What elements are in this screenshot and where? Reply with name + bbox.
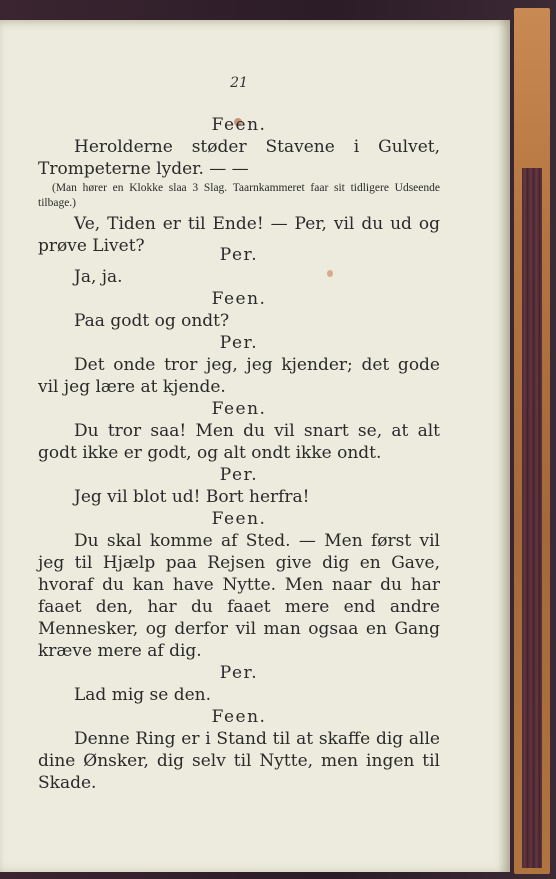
page-number: 21 bbox=[230, 75, 248, 91]
dialogue-paragraph: Denne Ring er i Stand til at skaffe dig alle dine Ønsker, dig selv til Nytte, men ingen til Skade. bbox=[38, 729, 440, 793]
book-cover-edge bbox=[514, 8, 550, 874]
dialogue-paragraph: Det onde tror jeg, jeg kjender; det gode vil jeg lære at kjende. bbox=[38, 355, 440, 397]
speaker-name: Per. bbox=[219, 333, 259, 353]
speaker-name: Feen. bbox=[211, 115, 267, 135]
speaker-name: Per. bbox=[219, 245, 259, 265]
dialogue-paragraph: Ve, Tiden er til Ende! — Per, vil du ud og prøve Livet? bbox=[38, 214, 440, 256]
speaker-name: Feen. bbox=[211, 289, 267, 309]
speaker-name: Per. bbox=[219, 465, 259, 485]
dialogue-paragraph: Du skal komme af Sted. — Men først vil jeg til Hjælp paa Rejsen give dig en Gave, hvoraf du kan have Nytte. Men naar du har faaet den, har du faaet mere end andre Mennesker, og derfor vil man ogsaa en Gang kræve mere af dig. bbox=[38, 531, 440, 661]
dialogue-paragraph: Herolderne støder Stavene i Gulvet, Trompeterne lyder. — — bbox=[38, 137, 440, 179]
speaker-name: Feen. bbox=[211, 399, 267, 419]
dialogue-paragraph: Ja, ja. bbox=[74, 267, 123, 287]
speaker-name: Feen. bbox=[211, 707, 267, 727]
page-gutter-shadow bbox=[498, 20, 510, 872]
dialogue-paragraph: Du tror saa! Men du vil snart se, at alt godt ikke er godt, og alt ondt ikke ondt. bbox=[38, 421, 440, 463]
speaker-name: Feen. bbox=[211, 509, 267, 529]
speaker-name: Per. bbox=[219, 663, 259, 683]
dialogue-paragraph: Jeg vil blot ud! Bort herfra! bbox=[74, 487, 310, 507]
stage-direction: (Man hører en Klokke slaa 3 Slag. Taarnkammeret faar sit tidligere Udseende tilbage.) bbox=[38, 182, 440, 209]
book-page bbox=[0, 20, 510, 872]
dialogue-paragraph: Lad mig se den. bbox=[74, 685, 212, 705]
dialogue-paragraph: Paa godt og ondt? bbox=[74, 311, 230, 331]
marbled-endpaper bbox=[522, 168, 542, 868]
